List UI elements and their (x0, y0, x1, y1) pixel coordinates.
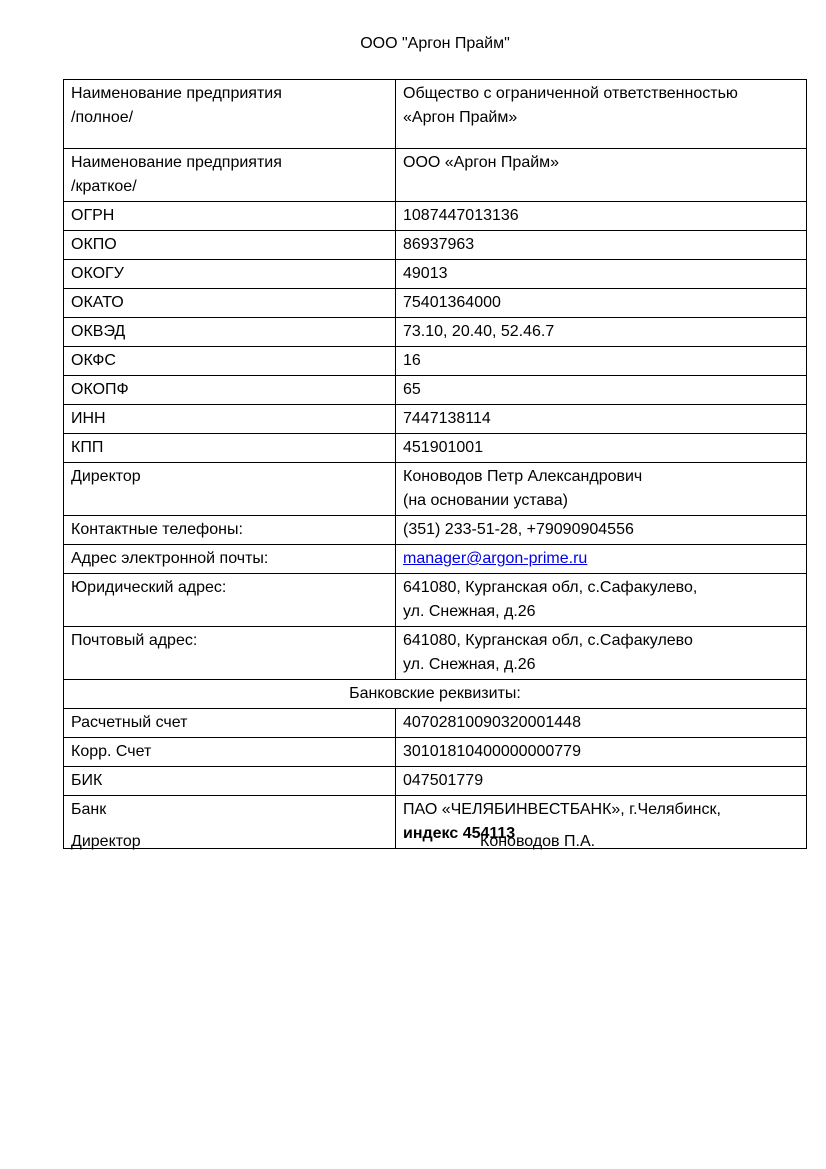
row-value: 16 (396, 347, 807, 376)
row-label: ОКОГУ (64, 260, 396, 289)
row-value (396, 545, 807, 574)
row-label: ОКВЭД (64, 318, 396, 347)
row-value: 7447138114 (396, 405, 807, 434)
row-label: ОКПО (64, 231, 396, 260)
row-value (396, 463, 807, 516)
table-row (64, 680, 807, 709)
row-label: ОКФС (64, 347, 396, 376)
row-value-line: 641080, Курганская обл, с.Сафакулево, (403, 579, 698, 596)
table-row (64, 796, 807, 849)
row-value (396, 796, 807, 849)
row-value-line: 641080, Курганская обл, с.Сафакулево (403, 632, 693, 649)
signature-name: Коноводов П.А. (480, 833, 596, 850)
row-label: ОГРН (64, 202, 396, 231)
row-value-line: ул. Снежная, д.26 (403, 603, 536, 620)
row-value: 30101810400000000779 (396, 738, 807, 767)
table-row (64, 289, 807, 318)
row-value (396, 574, 807, 627)
row-value (396, 80, 807, 149)
row-value-line: (на основании устава) (403, 492, 568, 509)
row-label: КПП (64, 434, 396, 463)
signature-label: Директор (71, 833, 141, 850)
table-row (64, 260, 807, 289)
row-value-line: индекс 454113 (403, 825, 516, 842)
row-value-line: ПАО «ЧЕЛЯБИНВЕСТБАНК», г.Челябинск, (403, 801, 721, 818)
row-value: 047501779 (396, 767, 807, 796)
row-value: (351) 233-51-28, +79090904556 (396, 516, 807, 545)
row-value (396, 627, 807, 680)
row-label: Банк (64, 796, 396, 849)
table-row (64, 574, 807, 627)
row-value: 73.10, 20.40, 52.46.7 (396, 318, 807, 347)
row-label (64, 80, 396, 149)
row-value: 65 (396, 376, 807, 405)
table-row (64, 318, 807, 347)
table-row (64, 405, 807, 434)
row-label: Расчетный счет (64, 709, 396, 738)
document-title: ООО "Аргон Прайм" (360, 35, 510, 52)
row-value: 75401364000 (396, 289, 807, 318)
row-value-line: «Аргон Прайм» (403, 109, 518, 126)
row-label (64, 149, 396, 202)
row-label-line: /полное/ (71, 109, 134, 126)
row-value: 86937963 (396, 231, 807, 260)
bank-section-header: Банковские реквизиты: (64, 680, 807, 709)
row-label: Адрес электронной почты: (64, 545, 396, 574)
table-row (64, 709, 807, 738)
row-label-line: Наименование предприятия (71, 154, 282, 171)
row-value: 451901001 (396, 434, 807, 463)
row-value: 1087447013136 (396, 202, 807, 231)
row-label: Контактные телефоны: (64, 516, 396, 545)
table-row (64, 463, 807, 516)
table-row (64, 80, 807, 149)
table-row (64, 149, 807, 202)
row-value: ООО «Аргон Прайм» (396, 149, 807, 202)
row-label: Почтовый адрес: (64, 627, 396, 680)
table-row (64, 545, 807, 574)
row-label: Корр. Счет (64, 738, 396, 767)
table-row (64, 738, 807, 767)
table-row (64, 767, 807, 796)
row-value-line: Коноводов Петр Александрович (403, 468, 643, 485)
table-row (64, 516, 807, 545)
table-row (64, 202, 807, 231)
table-row (64, 376, 807, 405)
row-label: Юридический адрес: (64, 574, 396, 627)
requisites-table (63, 79, 807, 849)
email-link[interactable]: manager@argon-prime.ru (403, 550, 588, 567)
row-value-line: ул. Снежная, д.26 (403, 656, 536, 673)
table-row (64, 347, 807, 376)
row-value: 49013 (396, 260, 807, 289)
row-label: БИК (64, 767, 396, 796)
table-row (64, 627, 807, 680)
row-label-line: /краткое/ (71, 178, 137, 195)
row-value-line: Общество с ограниченной ответственностью (403, 85, 738, 102)
row-label: Директор (64, 463, 396, 516)
row-label: ОКАТО (64, 289, 396, 318)
row-label-line: Наименование предприятия (71, 85, 282, 102)
row-label: ОКОПФ (64, 376, 396, 405)
row-label: ИНН (64, 405, 396, 434)
table-row (64, 231, 807, 260)
row-value: 40702810090320001448 (396, 709, 807, 738)
table-row (64, 434, 807, 463)
